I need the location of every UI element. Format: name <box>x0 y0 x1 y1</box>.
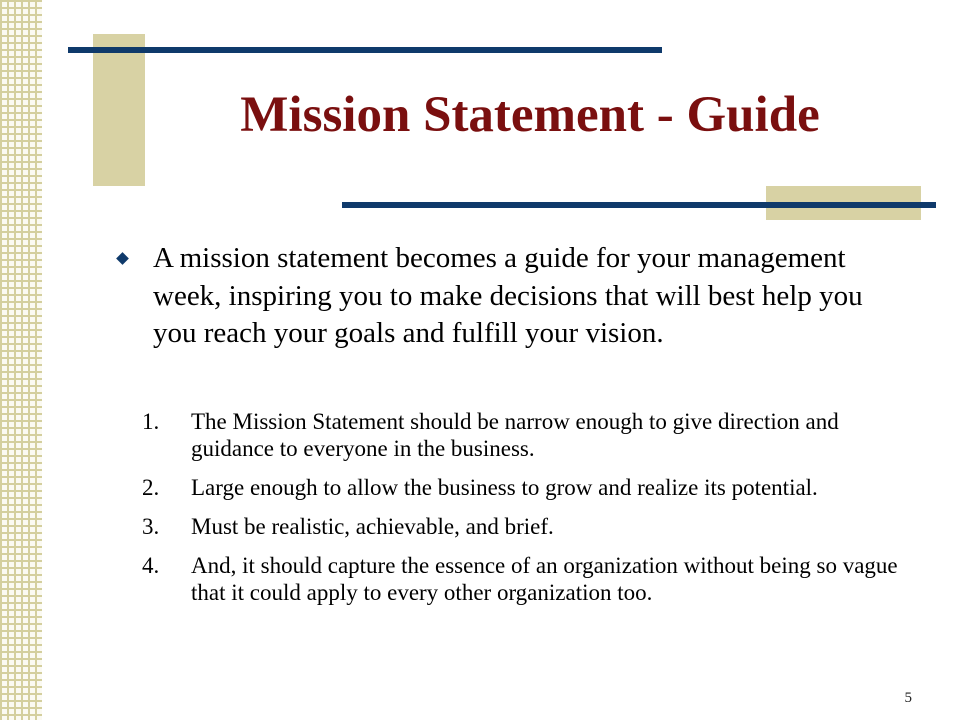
list-item-number: 4. <box>142 553 160 578</box>
decorative-bar-top <box>68 47 662 53</box>
list-item <box>142 474 912 501</box>
numbered-list <box>142 408 912 618</box>
slide-title: Mission Statement - Guide <box>240 87 820 143</box>
list-item-text: And, it should capture the essence of an organization without being so vague that it could apply to every other organization too. <box>191 553 898 605</box>
page-number: 5 <box>904 690 912 706</box>
list-item-text: The Mission Statement should be narrow enough to give direction and guidance to everyone in the business. <box>191 409 839 461</box>
list-item-number: 3. <box>142 514 160 539</box>
list-item-text: Large enough to allow the business to grow and realize its potential. <box>191 475 818 500</box>
decorative-striped-border <box>0 0 42 720</box>
list-item <box>142 552 912 606</box>
main-bullet-text: A mission statement becomes a guide for your management week, inspiring you to make decisions that will best help you you reach your goals and fulfill your vision. <box>153 242 863 349</box>
decorative-bar-right <box>342 202 936 208</box>
list-item-number: 2. <box>142 475 160 500</box>
list-item-number: 1. <box>142 409 160 434</box>
list-item <box>142 513 912 540</box>
list-item-text: Must be realistic, achievable, and brief. <box>191 514 554 539</box>
diamond-bullet-icon <box>116 252 129 265</box>
list-item <box>142 408 912 462</box>
main-bullet <box>118 240 878 353</box>
